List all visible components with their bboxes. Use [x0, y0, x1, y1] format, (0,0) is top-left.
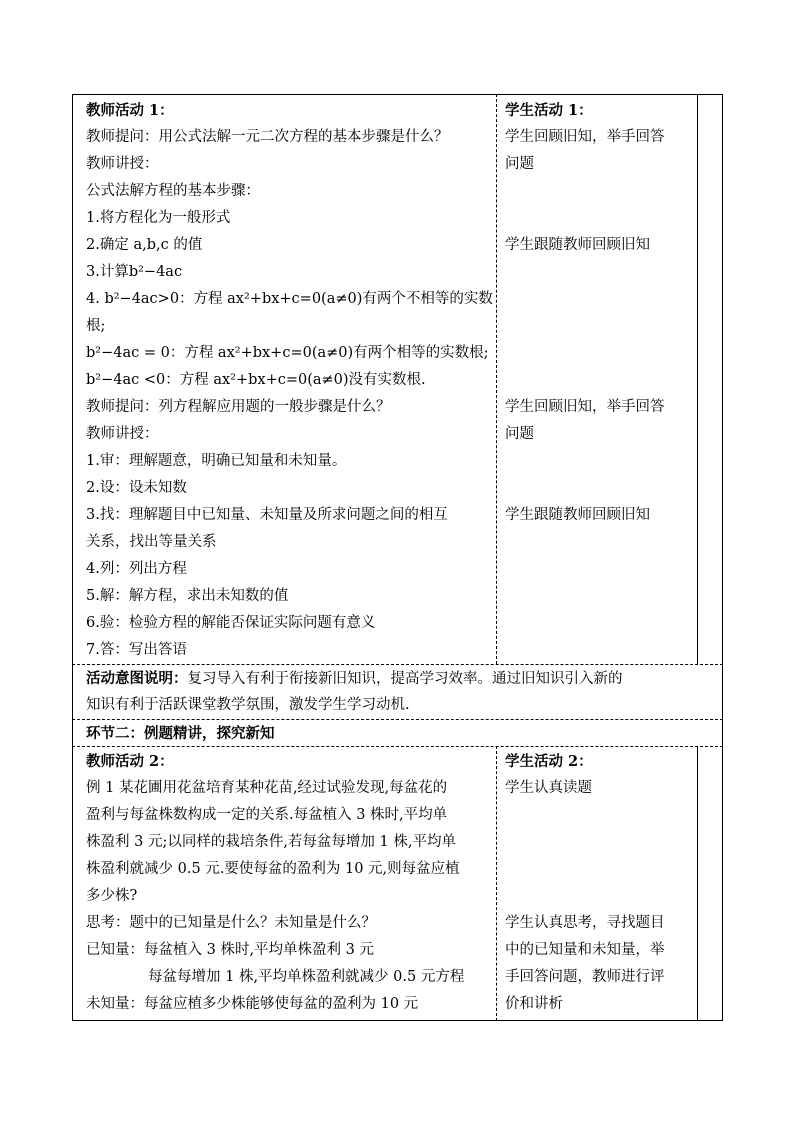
s2-student-line: 价和讲析: [505, 996, 563, 1012]
activity-intent-label: 活动意图说明：: [86, 670, 188, 687]
s1-line: 5.解：解方程，求出未知数的值: [86, 588, 289, 604]
s2-line: 多少株?: [86, 888, 138, 904]
s2-line: 盈利与每盆株数构成一定的关系.每盆植入 3 株时,平均单: [86, 807, 448, 823]
section-2-title: 环节二：例题精讲，探究新知: [86, 725, 275, 742]
activity-intent-text-1: 复习导入有利于衔接新旧知识，提高学习效率。通过旧知识引入新的: [187, 671, 623, 687]
s1-line: b²−4ac <0：方程 ax²+bx+c=0(a≠0)没有实数根.: [86, 372, 426, 388]
teacher-activity-2-heading: 教师活动 2：: [86, 753, 174, 770]
s2-student-line: 学生认真读题: [505, 780, 592, 796]
column-divider-top: [496, 94, 497, 664]
s1-line: 教师提问：列方程解应用题的一般步骤是什么？: [86, 399, 391, 415]
s2-line: 思考：题中的已知量是什么？未知量是什么？: [86, 915, 376, 931]
s1-line: 根;: [86, 318, 106, 334]
s1-line: 3.找：理解题目中已知量、未知量及所求问题之间的相互: [86, 507, 448, 523]
s1-line: 4. b²−4ac>0：方程 ax²+bx+c=0(a≠0)有两个不相等的实数: [86, 291, 493, 307]
s1-student-line: 问题: [505, 426, 534, 442]
s1-line: 公式法解方程的基本步骤：: [86, 183, 260, 199]
s1-student-line: 学生回顾旧知，举手回答: [505, 399, 665, 415]
s1-line: 教师讲授：: [86, 156, 159, 172]
s2-line: 例 1 某花圃用花盆培育某种花苗,经过试验发现,每盆花的: [86, 780, 448, 796]
s1-line: 2.设：设未知数: [86, 480, 187, 496]
s1-student-line: 问题: [505, 156, 534, 172]
s1-line: 7.答：写出答语: [86, 642, 187, 658]
s2-line: 株盈利就减少 0.5 元.要使每盆的盈利为 10 元,则每盆应植: [86, 861, 460, 877]
s1-line: 关系，找出等量关系: [86, 534, 217, 550]
activity-intent-text-2: 知识有利于活跃课堂教学氛围，激发学生学习动机.: [86, 697, 410, 713]
teacher-activity-1-heading: 教师活动 1：: [86, 102, 174, 119]
s1-line: 2.确定 a,b,c 的值: [86, 237, 203, 253]
right-margin-line-bottom: [697, 746, 698, 1021]
s2-line: 株盈利 3 元;以同样的栽培条件,若每盆每增加 1 株,平均单: [86, 834, 456, 850]
s2-line: 未知量：每盆应植多少株能够使每盆的盈利为 10 元: [86, 996, 419, 1012]
s1-line: 4.列：列出方程: [86, 561, 187, 577]
right-margin-line-top: [697, 94, 698, 664]
s2-student-line: 学生认真思考，寻找题目: [505, 915, 665, 931]
activity-intent: [86, 665, 623, 693]
s1-line: 1.审：理解题意，明确已知量和未知量。: [86, 453, 347, 469]
s1-line: 1.将方程化为一般形式: [86, 210, 231, 226]
s2-line: 已知量：每盆植入 3 株时,平均单株盈利 3 元: [86, 942, 374, 958]
s2-student-line: 中的已知量和未知量，举: [505, 942, 665, 958]
s2-line: 每盆每增加 1 株,平均单株盈利就减少 0.5 元方程: [148, 969, 465, 985]
s1-line: 6.验：检验方程的解能否保证实际问题有意义: [86, 615, 376, 631]
student-activity-2-heading: 学生活动 2：: [505, 753, 593, 770]
s1-line: 教师提问：用公式法解一元二次方程的基本步骤是什么？: [86, 129, 449, 145]
s1-student-line: 学生跟随教师回顾旧知: [505, 507, 650, 523]
column-divider-bottom: [496, 746, 497, 1021]
s2-student-line: 手回答问题，教师进行评: [505, 969, 665, 985]
student-activity-1-heading: 学生活动 1：: [505, 102, 593, 119]
s1-line: 教师讲授：: [86, 426, 159, 442]
s1-student-line: 学生回顾旧知，举手回答: [505, 129, 665, 145]
s1-student-line: 学生跟随教师回顾旧知: [505, 237, 650, 253]
s1-line: 3.计算b²−4ac: [86, 264, 183, 280]
s1-line: b²−4ac = 0：方程 ax²+bx+c=0(a≠0)有两个相等的实数根;: [86, 345, 489, 361]
